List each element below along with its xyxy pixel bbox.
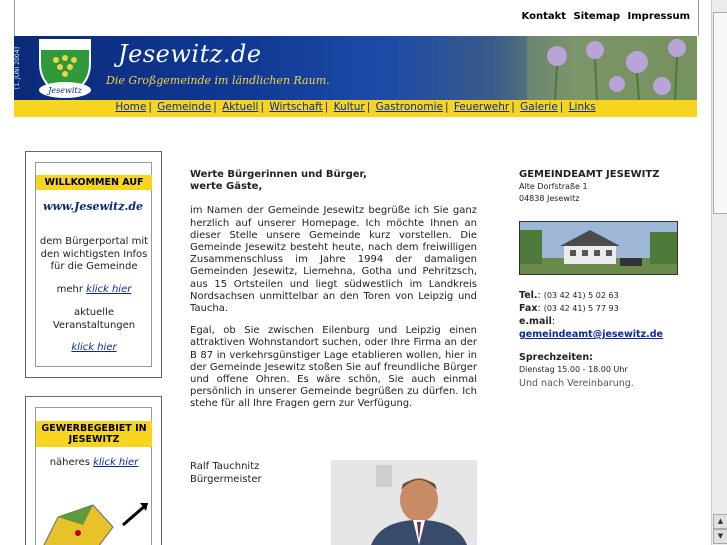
nav-aktuell[interactable]: Aktuell: [222, 101, 259, 113]
contact-details: [519, 290, 689, 389]
welcome-logo: www.Jesewitz.de: [42, 200, 144, 213]
crest-label: Jesewitz: [48, 86, 82, 95]
hours-note: Und nach Vereinbarung.: [519, 378, 634, 389]
tel-label: Tel.: [519, 290, 538, 301]
invite-paragraph: Egal, ob Sie zwischen Eilenburg und Leipzig einen attraktiven Wohnstandort suchen, oder Ihre Firma an der B 87 in verkehrsgünstiger Lage etablieren wollen, hier in der Gemeinde Jesewitz stoßen Sie auf freundliche Bürger und offene Ohren. Es wäre schön, Sie auch einmal persönlich in unserer Gemeinde begrüßen zu dürfen. Ich stehe für all Ihre Fragen gern zur Verfügung.: [190, 325, 477, 410]
date-strip: [1. JUNI 2004]: [14, 36, 28, 100]
site-title: Jesewitz.de: [118, 40, 262, 68]
business-heading: GEWERBEGEBIET IN JESEWITZ: [36, 421, 152, 447]
events-link-row: [34, 342, 154, 355]
kontakt-link[interactable]: Kontakt: [521, 11, 567, 22]
hours-row: Sprechzeiten:: [519, 352, 593, 363]
welcome-more: [34, 284, 154, 297]
email-label: e.mail: [519, 316, 552, 327]
nav-wirtschaft[interactable]: Wirtschaft: [269, 101, 323, 113]
nav-home[interactable]: Home: [115, 101, 147, 113]
signature-role: Bürgermeister: [190, 473, 262, 485]
top-links: [518, 11, 691, 22]
email-row: e.mail:: [519, 316, 556, 327]
email-value-row: [519, 329, 689, 340]
intro-paragraph: im Namen der Gemeinde Jesewitz begrüße ich Sie ganz herzlich auf unserer Homepage. Ich möchte Ihnen an dieser Stelle unsere Gemeinde kurz vorstellen. Die Gemeinde Jesewitz besteht heute, nach dem freiwilligen Zusammenschluss im Jahre 1994 der damaligen Gemeinden Jesewitz, Liemehna, Gotha und Pehritzsch, aus 15 Ortsteilen und liegt südwestlich im Landkreis Nordsachsen unmittelbar an den Toren von Leipzig und Taucha.: [190, 205, 477, 315]
flowers-photo-icon: [527, 36, 697, 100]
signature: [190, 461, 262, 486]
impressum-link[interactable]: Impressum: [627, 11, 690, 22]
top-bar: [14, 0, 699, 36]
scroll-up-icon[interactable]: ▲: [713, 514, 727, 529]
tel-value: (03 42 41) 5 02 63: [543, 291, 619, 300]
vertical-scrollbar[interactable]: [711, 0, 727, 545]
office-street: Alte Dorfstraße 1: [519, 182, 588, 191]
business-more-prefix: näheres: [49, 457, 90, 468]
signature-name: Ralf Tauchnitz: [190, 461, 260, 472]
welcome-intro: dem Bürgerportal mit den wichtigsten Infos für die Gemeinde: [39, 236, 149, 272]
fax-label: Fax: [519, 303, 538, 314]
business-more: [34, 457, 154, 470]
events-link[interactable]: klick hier: [71, 342, 117, 353]
nav-galerie[interactable]: Galerie: [520, 101, 558, 113]
events-label: aktuelle Veranstaltungen: [52, 307, 136, 331]
greeting-line2: werte Gäste,: [190, 181, 263, 193]
business-map-icon[interactable]: [38, 497, 150, 545]
welcome-heading: WILLKOMMEN AUF: [36, 175, 152, 190]
office-city: 04838 Jesewitz: [519, 194, 580, 203]
scroll-down-icon[interactable]: ▼: [713, 529, 727, 544]
nav-kultur[interactable]: Kultur: [333, 101, 365, 113]
tel-row: Tel.: (03 42 41) 5 02 63: [519, 290, 619, 301]
hours-value: Dienstag 15.00 - 18.00 Uhr: [519, 365, 628, 374]
nav-gastronomie[interactable]: Gastronomie: [375, 101, 443, 113]
main-nav: Home | Gemeinde | Aktuell | Wirtschaft | Kultur | Gastronomie | Feuerwehr | Galerie | Links: [14, 100, 697, 117]
scrollbar-thumb[interactable]: [713, 12, 727, 214]
nav-links[interactable]: Links: [568, 101, 596, 113]
town-hall-photo: [519, 221, 678, 275]
coat-of-arms-icon: [32, 36, 98, 100]
nav-feuerwehr[interactable]: Feuerwehr: [453, 101, 510, 113]
greeting-line1: Werte Bürgerinnen und Bürger,: [190, 169, 367, 180]
greeting: [190, 169, 477, 193]
site-subtitle: Die Großgemeinde im ländlichen Raum.: [106, 74, 330, 87]
office-title: GEMEINDEAMT JESEWITZ: [519, 169, 660, 180]
nav-gemeinde[interactable]: Gemeinde: [157, 101, 212, 113]
mayor-photo: [331, 460, 477, 545]
welcome-text: [190, 169, 477, 421]
business-box: [25, 396, 162, 545]
contact-column: [519, 169, 689, 389]
fax-row: Fax: (03 42 41) 5 77 93: [519, 303, 619, 314]
welcome-more-prefix: mehr: [56, 284, 83, 295]
welcome-more-link[interactable]: klick hier: [86, 284, 132, 295]
header-banner: [14, 36, 697, 100]
hours-label: Sprechzeiten: [519, 352, 590, 363]
sitemap-link[interactable]: Sitemap: [573, 11, 621, 22]
business-more-link[interactable]: klick hier: [93, 457, 139, 468]
welcome-box: [25, 151, 162, 378]
fax-value: (03 42 41) 5 77 93: [543, 304, 619, 313]
email-link[interactable]: gemeindeamt@jesewitz.de: [519, 329, 663, 340]
